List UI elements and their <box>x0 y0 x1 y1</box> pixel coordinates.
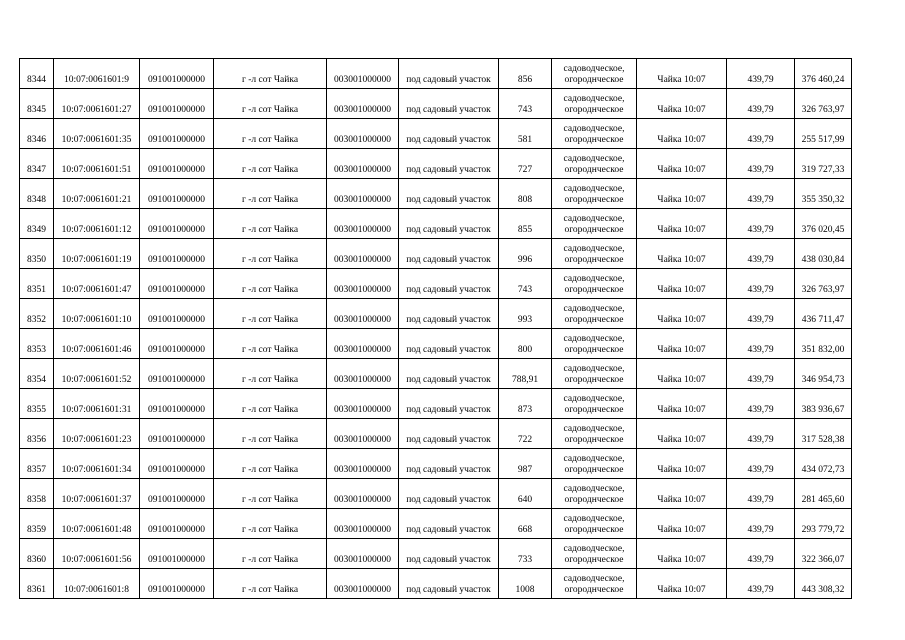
cadastral-value-cell: 351 832,00 <box>795 329 852 359</box>
row-number-cell: 8350 <box>20 239 54 269</box>
okato-code-cell: 091001000000 <box>140 239 214 269</box>
specific-value-cell: 439,79 <box>727 179 795 209</box>
permitted-use-cell: под садовый участок <box>399 269 499 299</box>
valuation-zone-cell: Чайка 10:07 <box>637 299 727 329</box>
permitted-use-cell: под садовый участок <box>399 179 499 209</box>
purpose-line: огороднческое <box>564 525 624 535</box>
location-cell: г -л сот Чайка <box>214 299 327 329</box>
location-cell: г -л сот Чайка <box>214 269 327 299</box>
valuation-zone-cell: Чайка 10:07 <box>637 179 727 209</box>
okato-code-cell: 091001000000 <box>140 149 214 179</box>
purpose-line: садоводческое, <box>563 544 625 554</box>
purpose-line: огороднческое <box>564 345 624 355</box>
area-cell: 788,91 <box>499 359 552 389</box>
row-number-cell: 8353 <box>20 329 54 359</box>
purpose-line: огороднческое <box>564 495 624 505</box>
table-row <box>20 209 852 239</box>
okato-code-cell: 091001000000 <box>140 539 214 569</box>
row-number-cell: 8348 <box>20 179 54 209</box>
table-row <box>20 269 852 299</box>
specific-value-cell: 439,79 <box>727 119 795 149</box>
row-number-cell: 8355 <box>20 389 54 419</box>
valuation-zone-cell: Чайка 10:07 <box>637 119 727 149</box>
cadastral-value-cell: 438 030,84 <box>795 239 852 269</box>
valuation-zone-cell: Чайка 10:07 <box>637 149 727 179</box>
purpose-cell <box>552 539 637 569</box>
location-cell: г -л сот Чайка <box>214 569 327 599</box>
okato-code-cell: 091001000000 <box>140 209 214 239</box>
cadastral-value-cell: 322 366,07 <box>795 539 852 569</box>
specific-value-cell: 439,79 <box>727 269 795 299</box>
purpose-line: огороднческое <box>564 585 624 595</box>
purpose-line: садоводческое, <box>563 244 625 254</box>
table-row <box>20 119 852 149</box>
category-code-cell: 003001000000 <box>327 359 399 389</box>
purpose-line: садоводческое, <box>563 364 625 374</box>
permitted-use-cell: под садовый участок <box>399 329 499 359</box>
purpose-cell <box>552 509 637 539</box>
purpose-line: садоводческое, <box>563 214 625 224</box>
cadastral-number-cell: 10:07:0061601:19 <box>54 239 140 269</box>
area-cell: 1008 <box>499 569 552 599</box>
specific-value-cell: 439,79 <box>727 359 795 389</box>
okato-code-cell: 091001000000 <box>140 119 214 149</box>
valuation-zone-cell: Чайка 10:07 <box>637 569 727 599</box>
area-cell: 855 <box>499 209 552 239</box>
purpose-line: садоводческое, <box>563 454 625 464</box>
okato-code-cell: 091001000000 <box>140 329 214 359</box>
specific-value-cell: 439,79 <box>727 509 795 539</box>
category-code-cell: 003001000000 <box>327 179 399 209</box>
cadastral-value-cell: 346 954,73 <box>795 359 852 389</box>
purpose-line: садоводческое, <box>563 514 625 524</box>
purpose-cell <box>552 209 637 239</box>
permitted-use-cell: под садовый участок <box>399 509 499 539</box>
purpose-line: садоводческое, <box>563 124 625 134</box>
purpose-cell <box>552 119 637 149</box>
category-code-cell: 003001000000 <box>327 269 399 299</box>
okato-code-cell: 091001000000 <box>140 179 214 209</box>
category-code-cell: 003001000000 <box>327 419 399 449</box>
area-cell: 581 <box>499 119 552 149</box>
purpose-cell <box>552 389 637 419</box>
purpose-cell <box>552 449 637 479</box>
table-row <box>20 239 852 269</box>
row-number-cell: 8345 <box>20 89 54 119</box>
table-row <box>20 179 852 209</box>
cadastral-number-cell: 10:07:0061601:46 <box>54 329 140 359</box>
category-code-cell: 003001000000 <box>327 389 399 419</box>
purpose-cell <box>552 569 637 599</box>
specific-value-cell: 439,79 <box>727 59 795 89</box>
location-cell: г -л сот Чайка <box>214 59 327 89</box>
table-row <box>20 59 852 89</box>
row-number-cell: 8358 <box>20 479 54 509</box>
cadastral-value-cell: 255 517,99 <box>795 119 852 149</box>
category-code-cell: 003001000000 <box>327 239 399 269</box>
location-cell: г -л сот Чайка <box>214 389 327 419</box>
table-row <box>20 359 852 389</box>
purpose-cell <box>552 239 637 269</box>
area-cell: 743 <box>499 89 552 119</box>
location-cell: г -л сот Чайка <box>214 359 327 389</box>
valuation-zone-cell: Чайка 10:07 <box>637 479 727 509</box>
cadastral-value-cell: 434 072,73 <box>795 449 852 479</box>
cadastral-value-cell: 326 763,97 <box>795 89 852 119</box>
purpose-line: огороднческое <box>564 375 624 385</box>
specific-value-cell: 439,79 <box>727 389 795 419</box>
cadastral-value-cell: 319 727,33 <box>795 149 852 179</box>
row-number-cell: 8347 <box>20 149 54 179</box>
cadastral-number-cell: 10:07:0061601:8 <box>54 569 140 599</box>
okato-code-cell: 091001000000 <box>140 569 214 599</box>
table-row <box>20 449 852 479</box>
okato-code-cell: 091001000000 <box>140 509 214 539</box>
row-number-cell: 8344 <box>20 59 54 89</box>
purpose-line: садоводческое, <box>563 154 625 164</box>
location-cell: г -л сот Чайка <box>214 509 327 539</box>
location-cell: г -л сот Чайка <box>214 329 327 359</box>
cadastral-value-cell: 281 465,60 <box>795 479 852 509</box>
location-cell: г -л сот Чайка <box>214 539 327 569</box>
cadastral-value-cell: 317 528,38 <box>795 419 852 449</box>
permitted-use-cell: под садовый участок <box>399 119 499 149</box>
valuation-zone-cell: Чайка 10:07 <box>637 239 727 269</box>
purpose-line: садоводческое, <box>563 64 625 74</box>
area-cell: 996 <box>499 239 552 269</box>
cadastral-number-cell: 10:07:0061601:9 <box>54 59 140 89</box>
permitted-use-cell: под садовый участок <box>399 419 499 449</box>
purpose-line: огороднческое <box>564 315 624 325</box>
category-code-cell: 003001000000 <box>327 119 399 149</box>
table-row <box>20 419 852 449</box>
table-row <box>20 479 852 509</box>
cadastral-number-cell: 10:07:0061601:51 <box>54 149 140 179</box>
category-code-cell: 003001000000 <box>327 449 399 479</box>
area-cell: 640 <box>499 479 552 509</box>
table-row <box>20 299 852 329</box>
category-code-cell: 003001000000 <box>327 509 399 539</box>
location-cell: г -л сот Чайка <box>214 239 327 269</box>
row-number-cell: 8357 <box>20 449 54 479</box>
specific-value-cell: 439,79 <box>727 209 795 239</box>
purpose-line: огороднческое <box>564 75 624 85</box>
valuation-zone-cell: Чайка 10:07 <box>637 89 727 119</box>
purpose-line: огороднческое <box>564 135 624 145</box>
cadastral-number-cell: 10:07:0061601:23 <box>54 419 140 449</box>
purpose-cell <box>552 179 637 209</box>
permitted-use-cell: под садовый участок <box>399 359 499 389</box>
area-cell: 722 <box>499 419 552 449</box>
purpose-line: огороднческое <box>564 405 624 415</box>
cadastral-number-cell: 10:07:0061601:21 <box>54 179 140 209</box>
table-row <box>20 509 852 539</box>
area-cell: 668 <box>499 509 552 539</box>
table-row <box>20 389 852 419</box>
valuation-zone-cell: Чайка 10:07 <box>637 539 727 569</box>
purpose-line: огороднческое <box>564 465 624 475</box>
purpose-line: огороднческое <box>564 225 624 235</box>
permitted-use-cell: под садовый участок <box>399 539 499 569</box>
cadastral-value-cell: 376 460,24 <box>795 59 852 89</box>
area-cell: 856 <box>499 59 552 89</box>
purpose-line: огороднческое <box>564 255 624 265</box>
cadastral-number-cell: 10:07:0061601:37 <box>54 479 140 509</box>
specific-value-cell: 439,79 <box>727 149 795 179</box>
specific-value-cell: 439,79 <box>727 299 795 329</box>
permitted-use-cell: под садовый участок <box>399 209 499 239</box>
permitted-use-cell: под садовый участок <box>399 569 499 599</box>
okato-code-cell: 091001000000 <box>140 359 214 389</box>
purpose-line: садоводческое, <box>563 184 625 194</box>
specific-value-cell: 439,79 <box>727 329 795 359</box>
permitted-use-cell: под садовый участок <box>399 89 499 119</box>
purpose-line: огороднческое <box>564 555 624 565</box>
land-parcels-table <box>19 58 852 599</box>
purpose-cell <box>552 329 637 359</box>
location-cell: г -л сот Чайка <box>214 449 327 479</box>
purpose-line: садоводческое, <box>563 274 625 284</box>
area-cell: 808 <box>499 179 552 209</box>
purpose-line: садоводческое, <box>563 334 625 344</box>
specific-value-cell: 439,79 <box>727 479 795 509</box>
cadastral-number-cell: 10:07:0061601:56 <box>54 539 140 569</box>
purpose-line: садоводческое, <box>563 484 625 494</box>
specific-value-cell: 439,79 <box>727 449 795 479</box>
purpose-cell <box>552 419 637 449</box>
permitted-use-cell: под садовый участок <box>399 59 499 89</box>
purpose-cell <box>552 299 637 329</box>
specific-value-cell: 439,79 <box>727 419 795 449</box>
purpose-line: огороднческое <box>564 105 624 115</box>
purpose-line: садоводческое, <box>563 424 625 434</box>
location-cell: г -л сот Чайка <box>214 179 327 209</box>
row-number-cell: 8352 <box>20 299 54 329</box>
valuation-zone-cell: Чайка 10:07 <box>637 389 727 419</box>
area-cell: 743 <box>499 269 552 299</box>
location-cell: г -л сот Чайка <box>214 419 327 449</box>
specific-value-cell: 439,79 <box>727 569 795 599</box>
okato-code-cell: 091001000000 <box>140 479 214 509</box>
okato-code-cell: 091001000000 <box>140 269 214 299</box>
table-row <box>20 89 852 119</box>
purpose-cell <box>552 359 637 389</box>
purpose-line: садоводческое, <box>563 574 625 584</box>
category-code-cell: 003001000000 <box>327 479 399 509</box>
okato-code-cell: 091001000000 <box>140 89 214 119</box>
row-number-cell: 8360 <box>20 539 54 569</box>
table-row <box>20 569 852 599</box>
cadastral-number-cell: 10:07:0061601:10 <box>54 299 140 329</box>
category-code-cell: 003001000000 <box>327 569 399 599</box>
cadastral-value-cell: 436 711,47 <box>795 299 852 329</box>
location-cell: г -л сот Чайка <box>214 119 327 149</box>
category-code-cell: 003001000000 <box>327 89 399 119</box>
cadastral-value-cell: 355 350,32 <box>795 179 852 209</box>
location-cell: г -л сот Чайка <box>214 209 327 239</box>
category-code-cell: 003001000000 <box>327 149 399 179</box>
cadastral-value-cell: 376 020,45 <box>795 209 852 239</box>
purpose-cell <box>552 59 637 89</box>
cadastral-number-cell: 10:07:0061601:34 <box>54 449 140 479</box>
cadastral-number-cell: 10:07:0061601:12 <box>54 209 140 239</box>
permitted-use-cell: под садовый участок <box>399 299 499 329</box>
row-number-cell: 8361 <box>20 569 54 599</box>
row-number-cell: 8354 <box>20 359 54 389</box>
purpose-line: огороднческое <box>564 435 624 445</box>
valuation-zone-cell: Чайка 10:07 <box>637 329 727 359</box>
okato-code-cell: 091001000000 <box>140 59 214 89</box>
okato-code-cell: 091001000000 <box>140 389 214 419</box>
purpose-line: садоводческое, <box>563 394 625 404</box>
okato-code-cell: 091001000000 <box>140 299 214 329</box>
okato-code-cell: 091001000000 <box>140 449 214 479</box>
cadastral-number-cell: 10:07:0061601:47 <box>54 269 140 299</box>
okato-code-cell: 091001000000 <box>140 419 214 449</box>
table-row <box>20 329 852 359</box>
table-body <box>20 59 852 599</box>
purpose-line: садоводческое, <box>563 304 625 314</box>
cadastral-value-cell: 293 779,72 <box>795 509 852 539</box>
cadastral-number-cell: 10:07:0061601:48 <box>54 509 140 539</box>
valuation-zone-cell: Чайка 10:07 <box>637 359 727 389</box>
area-cell: 987 <box>499 449 552 479</box>
area-cell: 800 <box>499 329 552 359</box>
cadastral-number-cell: 10:07:0061601:35 <box>54 119 140 149</box>
purpose-cell <box>552 89 637 119</box>
permitted-use-cell: под садовый участок <box>399 149 499 179</box>
area-cell: 993 <box>499 299 552 329</box>
cadastral-number-cell: 10:07:0061601:52 <box>54 359 140 389</box>
location-cell: г -л сот Чайка <box>214 89 327 119</box>
area-cell: 733 <box>499 539 552 569</box>
row-number-cell: 8356 <box>20 419 54 449</box>
purpose-cell <box>552 149 637 179</box>
table-row <box>20 149 852 179</box>
permitted-use-cell: под садовый участок <box>399 449 499 479</box>
table-row <box>20 539 852 569</box>
specific-value-cell: 439,79 <box>727 89 795 119</box>
category-code-cell: 003001000000 <box>327 59 399 89</box>
valuation-zone-cell: Чайка 10:07 <box>637 509 727 539</box>
category-code-cell: 003001000000 <box>327 209 399 239</box>
purpose-line: огороднческое <box>564 195 624 205</box>
valuation-zone-cell: Чайка 10:07 <box>637 209 727 239</box>
permitted-use-cell: под садовый участок <box>399 479 499 509</box>
location-cell: г -л сот Чайка <box>214 149 327 179</box>
permitted-use-cell: под садовый участок <box>399 239 499 269</box>
category-code-cell: 003001000000 <box>327 539 399 569</box>
valuation-zone-cell: Чайка 10:07 <box>637 59 727 89</box>
specific-value-cell: 439,79 <box>727 239 795 269</box>
purpose-cell <box>552 479 637 509</box>
valuation-zone-cell: Чайка 10:07 <box>637 419 727 449</box>
purpose-line: огороднческое <box>564 165 624 175</box>
row-number-cell: 8349 <box>20 209 54 239</box>
permitted-use-cell: под садовый участок <box>399 389 499 419</box>
area-cell: 873 <box>499 389 552 419</box>
cadastral-value-cell: 326 763,97 <box>795 269 852 299</box>
category-code-cell: 003001000000 <box>327 329 399 359</box>
cadastral-value-cell: 383 936,67 <box>795 389 852 419</box>
valuation-zone-cell: Чайка 10:07 <box>637 269 727 299</box>
cadastral-value-cell: 443 308,32 <box>795 569 852 599</box>
specific-value-cell: 439,79 <box>727 539 795 569</box>
category-code-cell: 003001000000 <box>327 299 399 329</box>
purpose-line: садоводческое, <box>563 94 625 104</box>
row-number-cell: 8346 <box>20 119 54 149</box>
valuation-zone-cell: Чайка 10:07 <box>637 449 727 479</box>
purpose-line: огороднческое <box>564 285 624 295</box>
cadastral-number-cell: 10:07:0061601:31 <box>54 389 140 419</box>
location-cell: г -л сот Чайка <box>214 479 327 509</box>
row-number-cell: 8359 <box>20 509 54 539</box>
area-cell: 727 <box>499 149 552 179</box>
cadastral-number-cell: 10:07:0061601:27 <box>54 89 140 119</box>
row-number-cell: 8351 <box>20 269 54 299</box>
purpose-cell <box>552 269 637 299</box>
